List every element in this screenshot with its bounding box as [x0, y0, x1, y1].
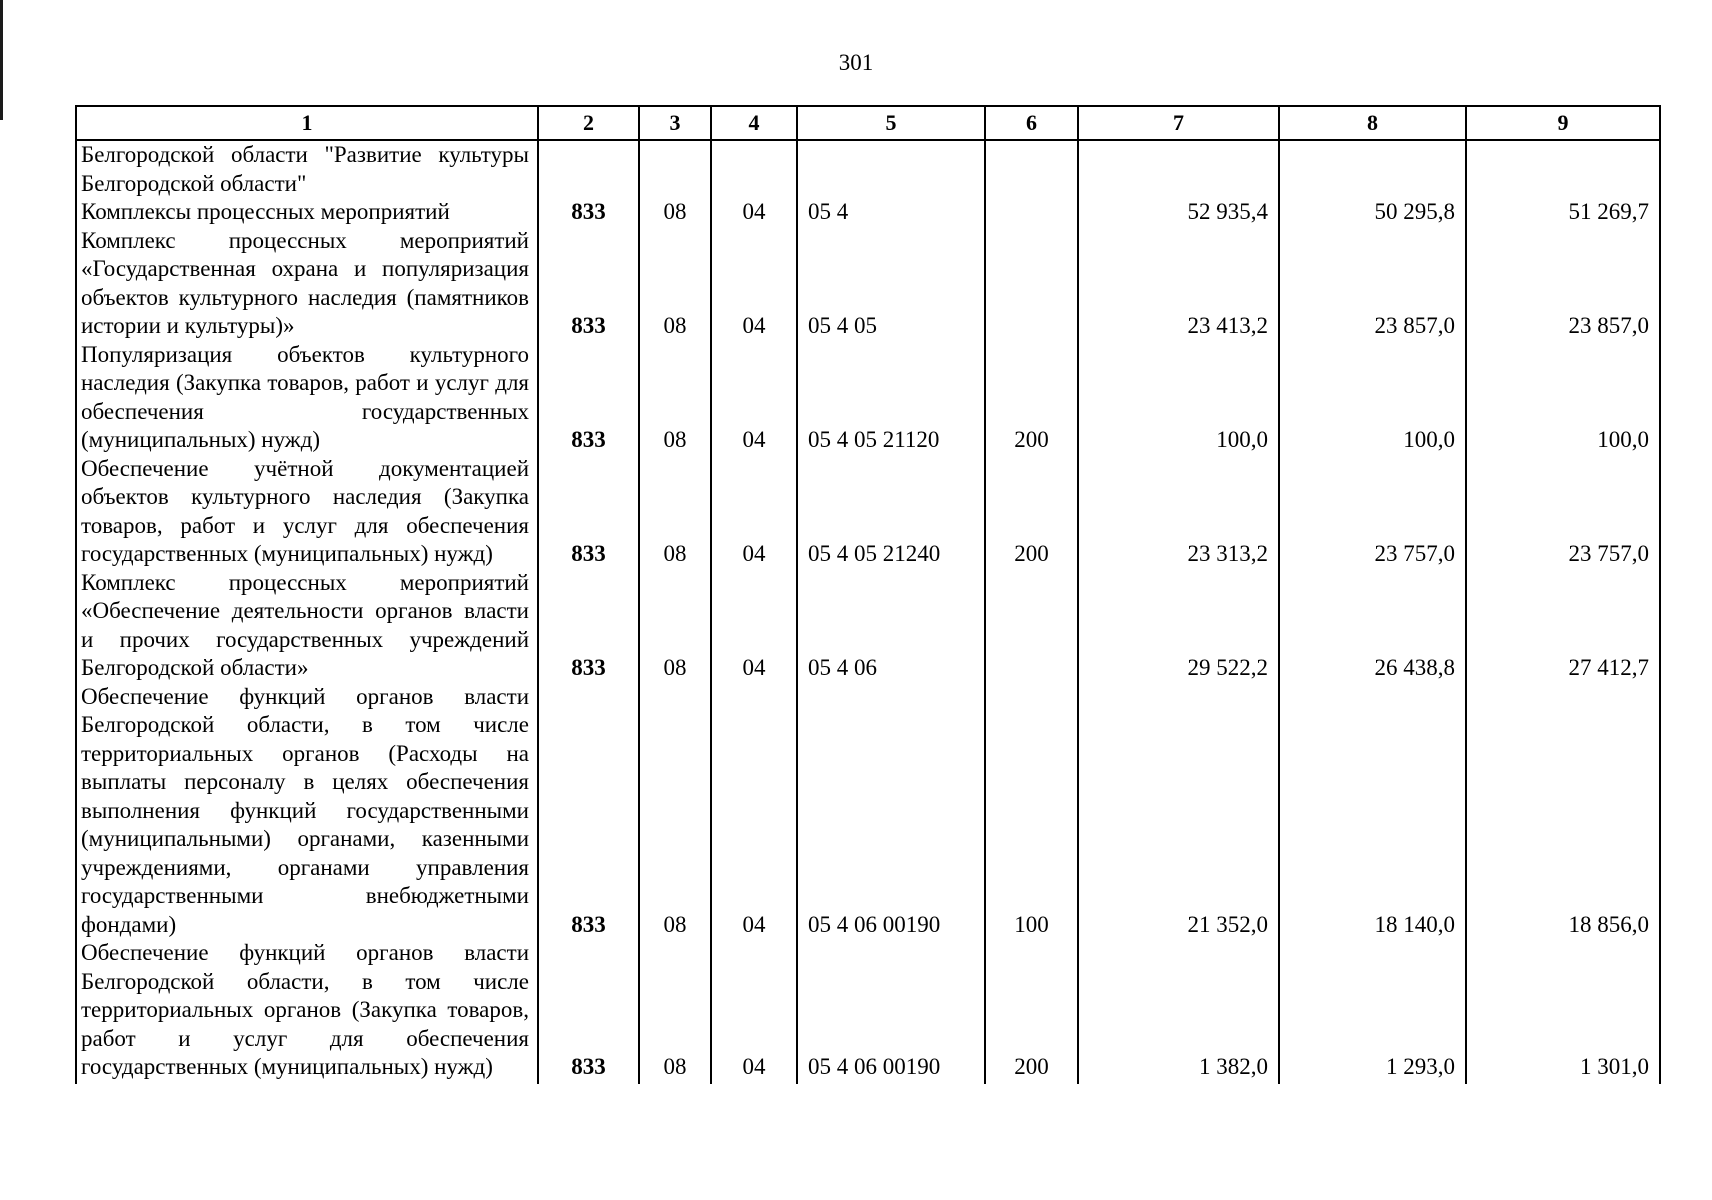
cell-expense-type — [985, 198, 1078, 227]
cell-expense-type: 200 — [985, 455, 1078, 569]
cell-section: 08 — [639, 198, 711, 227]
table-row — [76, 683, 1660, 940]
cell-expense-type — [985, 569, 1078, 683]
cell-target-article — [797, 140, 985, 198]
cell-expense-type: 200 — [985, 939, 1078, 1084]
cell-target-article: 05 4 06 — [797, 569, 985, 683]
cell-subsection: 04 — [711, 569, 797, 683]
cell-section: 08 — [639, 227, 711, 341]
row-name: Комплекс процессных мероприятий «Обеспечение деятельности органов власти и прочих государственных учреждений Белгородской области» — [76, 569, 538, 683]
column-header: 3 — [639, 106, 711, 140]
cell-amount-8: 18 140,0 — [1279, 683, 1466, 940]
column-header: 7 — [1078, 106, 1279, 140]
cell-section — [639, 140, 711, 198]
column-header: 2 — [538, 106, 639, 140]
cell-admin-code: 833 — [538, 939, 639, 1084]
row-name: Комплекс процессных мероприятий «Государственная охрана и популяризация объектов культурного наследия (памятников истории и культуры)» — [76, 227, 538, 341]
cell-expense-type — [985, 227, 1078, 341]
cell-amount-9: 23 857,0 — [1466, 227, 1660, 341]
cell-target-article: 05 4 — [797, 198, 985, 227]
cell-subsection: 04 — [711, 341, 797, 455]
table-row — [76, 939, 1660, 1084]
table-row — [76, 227, 1660, 341]
header-row — [76, 106, 1660, 140]
table-row — [76, 569, 1660, 683]
cell-section: 08 — [639, 683, 711, 940]
cell-admin-code: 833 — [538, 455, 639, 569]
cell-admin-code — [538, 140, 639, 198]
row-name: Белгородской области "Развитие культуры Белгородской области" — [76, 140, 538, 198]
cell-target-article: 05 4 06 00190 — [797, 939, 985, 1084]
page-number: 301 — [838, 50, 874, 75]
row-name: Обеспечение функций органов власти Белгородской области, в том числе территориальных органов (Закупка товаров, работ и услуг для обеспечения государственных (муниципальных) нужд) — [76, 939, 538, 1084]
cell-target-article: 05 4 05 21120 — [797, 341, 985, 455]
column-header: 6 — [985, 106, 1078, 140]
cell-section: 08 — [639, 455, 711, 569]
cell-amount-8: 23 757,0 — [1279, 455, 1466, 569]
cell-section: 08 — [639, 939, 711, 1084]
column-header: 5 — [797, 106, 985, 140]
budget-table — [75, 105, 1661, 1084]
cell-target-article: 05 4 05 — [797, 227, 985, 341]
cell-subsection — [711, 140, 797, 198]
table-row — [76, 140, 1660, 198]
cell-section: 08 — [639, 569, 711, 683]
cell-amount-7: 21 352,0 — [1078, 683, 1279, 940]
cell-expense-type: 200 — [985, 341, 1078, 455]
cell-amount-9: 18 856,0 — [1466, 683, 1660, 940]
cell-target-article: 05 4 05 21240 — [797, 455, 985, 569]
cell-subsection: 04 — [711, 455, 797, 569]
row-name: Обеспечение учётной документацией объектов культурного наследия (Закупка товаров, работ и услуг для обеспечения государственных (муниципальных) нужд) — [76, 455, 538, 569]
cell-amount-7: 23 313,2 — [1078, 455, 1279, 569]
cell-amount-9: 51 269,7 — [1466, 198, 1660, 227]
table-row — [76, 198, 1660, 227]
cell-admin-code: 833 — [538, 569, 639, 683]
row-name: Комплексы процессных мероприятий — [76, 198, 538, 227]
cell-subsection: 04 — [711, 198, 797, 227]
cell-amount-9: 1 301,0 — [1466, 939, 1660, 1084]
cell-amount-7: 1 382,0 — [1078, 939, 1279, 1084]
cell-expense-type — [985, 140, 1078, 198]
cell-amount-8 — [1279, 140, 1466, 198]
cell-amount-8: 1 293,0 — [1279, 939, 1466, 1084]
cell-amount-8: 26 438,8 — [1279, 569, 1466, 683]
cell-admin-code: 833 — [538, 198, 639, 227]
cell-amount-9: 100,0 — [1466, 341, 1660, 455]
row-name: Популяризация объектов культурного наследия (Закупка товаров, работ и услуг для обеспечения государственных (муниципальных) нужд) — [76, 341, 538, 455]
cell-amount-7: 52 935,4 — [1078, 198, 1279, 227]
cell-amount-8: 50 295,8 — [1279, 198, 1466, 227]
column-header: 9 — [1466, 106, 1660, 140]
cell-amount-9: 23 757,0 — [1466, 455, 1660, 569]
cell-subsection: 04 — [711, 683, 797, 940]
cell-amount-7: 29 522,2 — [1078, 569, 1279, 683]
cell-section: 08 — [639, 341, 711, 455]
table-row — [76, 341, 1660, 455]
column-header: 1 — [76, 106, 538, 140]
cell-amount-9: 27 412,7 — [1466, 569, 1660, 683]
column-header: 8 — [1279, 106, 1466, 140]
column-header: 4 — [711, 106, 797, 140]
cell-amount-7: 100,0 — [1078, 341, 1279, 455]
cell-amount-7 — [1078, 140, 1279, 198]
cell-subsection: 04 — [711, 227, 797, 341]
cell-expense-type: 100 — [985, 683, 1078, 940]
cell-admin-code: 833 — [538, 683, 639, 940]
cell-amount-8: 100,0 — [1279, 341, 1466, 455]
cell-amount-7: 23 413,2 — [1078, 227, 1279, 341]
table-row — [76, 455, 1660, 569]
cell-amount-8: 23 857,0 — [1279, 227, 1466, 341]
cell-target-article: 05 4 06 00190 — [797, 683, 985, 940]
cell-amount-9 — [1466, 140, 1660, 198]
row-name: Обеспечение функций органов власти Белгородской области, в том числе территориальных органов (Расходы на выплаты персоналу в целях обеспечения выполнения функций государственными (муниципальными) органами, казенными учреждениями, органами управления государственными внебюджетными фондами) — [76, 683, 538, 940]
cell-admin-code: 833 — [538, 227, 639, 341]
cell-admin-code: 833 — [538, 341, 639, 455]
cell-subsection: 04 — [711, 939, 797, 1084]
